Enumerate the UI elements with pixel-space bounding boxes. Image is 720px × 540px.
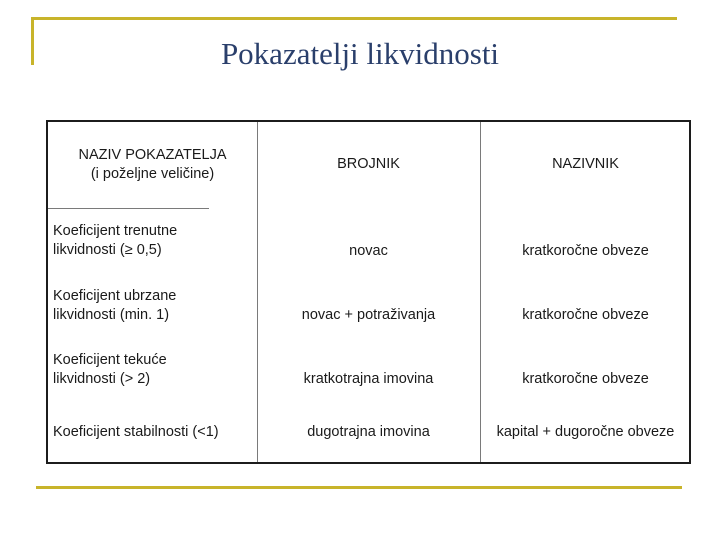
table-cell-brojnik: novac xyxy=(349,243,388,259)
page-title: Pokazatelji likvidnosti xyxy=(220,36,500,71)
table-cell-nazivnik: kapital + dugoročne obveze xyxy=(496,424,675,440)
header-naziv: NAZIV POKAZATELJA (i poželjne veličine) xyxy=(78,147,227,182)
table-cell-brojnik: kratkotrajna imovina xyxy=(303,371,434,387)
table-cell-brojnik: dugotrajna imovina xyxy=(307,424,430,440)
ratios-table xyxy=(46,120,691,464)
table-row-name: Koeficijent stabilnosti (<1) xyxy=(53,424,219,440)
row-divider xyxy=(48,208,209,209)
header-brojnik: BROJNIK xyxy=(337,156,400,172)
table-row-name: Koeficijent trenutne likvidnosti (≥ 0,5) xyxy=(53,223,178,258)
frame-top-rule xyxy=(31,17,677,20)
table-cell-nazivnik: kratkoročne obveze xyxy=(522,307,649,323)
table-cell-nazivnik: kratkoročne obveze xyxy=(522,243,649,259)
table-row-name: Koeficijent ubrzane likvidnosti (min. 1) xyxy=(53,288,177,323)
header-nazivnik: NAZIVNIK xyxy=(552,156,619,172)
frame-right-rule xyxy=(674,17,677,20)
table-row-name: Koeficijent tekuće likvidnosti (> 2) xyxy=(53,352,167,387)
table-cell-nazivnik: kratkoročne obveze xyxy=(522,371,649,387)
table-cell-brojnik: novac + potraživanja xyxy=(301,307,436,323)
frame-bottom-rule xyxy=(36,486,682,489)
